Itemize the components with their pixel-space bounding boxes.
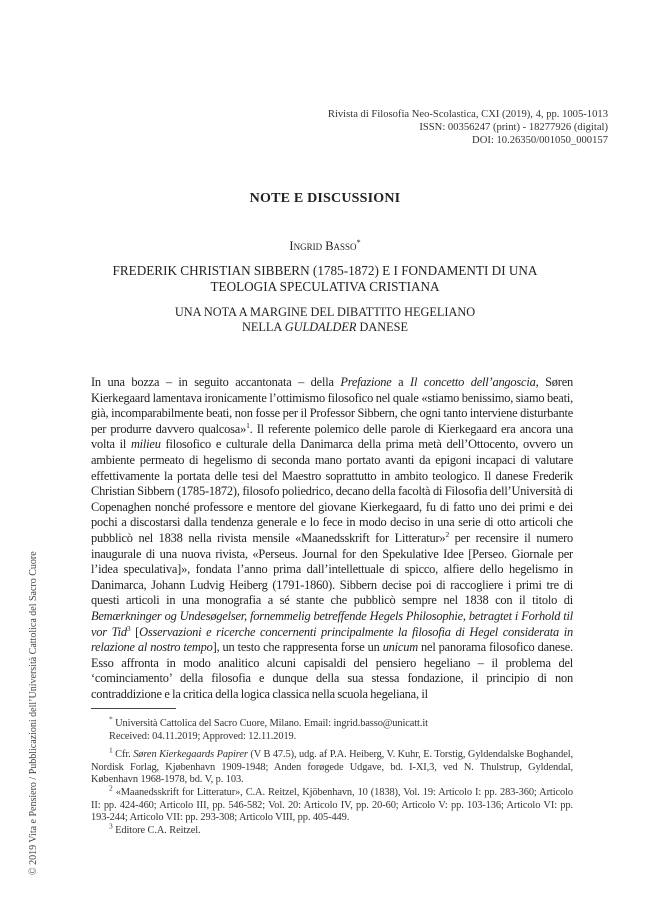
text-run: [: [130, 624, 140, 639]
footnotes: [91, 714, 573, 837]
italic-run: Osservazioni e ricerche concernenti principalmente la filosofia di Hegel considerata in relazione al nostro tempo: [91, 624, 573, 655]
subtitle-text: DANESE: [356, 320, 408, 334]
journal-masthead: [228, 108, 608, 147]
text-run: filosofico e culturale della Danimarca della prima metà dell’Ottocento, ovvero un ambiente permeato di hegelismo di seconda mano portato avanti da epigoni incapaci di valutare effettivamente la portata delle tesi del Maestro soprattutto in ambito teologico. Il danese Frederik Christian Sibbern (1785-1872), filosofo poliedrico, decano della facoltà di Filosofia dell’Università di Copenaghen nonché professore e mentore del giovane Kierkegaard, fu di fatto uno dei primi e dei pochi a discostarsi dalla tendenza generale e lo fece in modo deciso in una serie di otto articoli che pubblicò nel 1838 nella rivista mensile «Maanedsskrift for Litteratur»: [91, 437, 573, 545]
footnote-2: [91, 783, 573, 825]
section-title: NOTE E DISCUSSIONI: [249, 191, 401, 206]
text-run: nel panorama filosofico danese. Esso affronta in modo analitico alcuni capisaldi del pensiero hegeliano – il problema del ‘cominciamento’ della filosofia e dunque della sua stessa fondazione, il principio di non contraddizione e la critica della logica classica nella scuola hegeliana, il: [91, 640, 573, 701]
footnote-marker: 1: [109, 745, 113, 755]
footnote-ref-1: 1: [246, 420, 250, 430]
footnote-italic: Søren Kierkegaards Papirer: [133, 749, 248, 761]
italic-run: Prefazione: [340, 375, 392, 389]
doi: DOI: 10.26350/001050_000157: [472, 135, 608, 146]
article-subtitle: [100, 305, 550, 335]
body-paragraph: [91, 375, 573, 702]
subtitle-italic: GULDALDER: [284, 320, 357, 334]
journal-citation: Rivista di Filosofia Neo-Scolastica, CXI (2019), 4, pp. 1005-1013: [327, 109, 608, 120]
footnote-text: (V B 47.5), udg. af P.A. Heiberg, V. Kuhr, E. Torstig, Gyldendalske Boghandel, Nordisk Forlag, Kjøbenhavn 1909-1948; Anden forøgede Udgave, bd. I-XI,3, ved N. Thulstrup, Gyldendal, København 1968-1978, bd. V, p. 103.: [91, 749, 573, 786]
text-run: , Søren Kierkegaard lamentava ironicamente l’ottimismo filosofico nel quale «stiamo benissimo, siamo beati, già, incomparabilmente beati, non fosse per il Professor Sibbern, che ogni tanto interviene disturbante per produrre davvero qualcosa»: [91, 375, 573, 436]
footnote-ref-2: 2: [445, 529, 449, 539]
text-run: a: [391, 375, 411, 389]
footnote-dates: Received: 04.11.2019; Approved: 12.11.2019.: [109, 730, 297, 742]
italic-run: Bemærkninger og Undesøgelser, fornemmelig betreffende Hegels Philosophie, betragtet i Forhold til vor Tid: [91, 608, 573, 639]
text-run: per recensire il numero inaugurale di una nuova rivista, «Perseus. Journal for den Spekulative Idee [Perseo. Giornale per l’idea speculativa]», fondata l’anno prima dall’intellettuale di spicco, alfiere dello hegelismo in Danimarca, Johann Ludvig Heiberg (1791-1860). Sibbern decise poi di raccogliere i primi tre di questi articoli in una monografia a sé stante che pubblicò sempre nel 1838 con il titolo di: [91, 530, 573, 608]
italic-run: milieu: [130, 437, 161, 452]
subtitle-line-1: UNA NOTA A MARGINE DEL DIBATTITO HEGELIANO: [174, 305, 476, 319]
copyright-sidebar: © 2019 Vita e Pensiero / Pubblicazioni dell’Università Cattolica del Sacro Cuore: [28, 551, 39, 875]
footnote-1: [91, 745, 573, 787]
footnote-marker: *: [109, 714, 113, 724]
footnote-marker: 2: [109, 783, 113, 793]
italic-run: unicum: [382, 640, 418, 655]
text-run: In una bozza – in seguito accantonata – della: [91, 375, 341, 389]
footnote-divider: [91, 708, 176, 709]
author-line: [0, 239, 650, 254]
footnote-3: [91, 821, 573, 838]
footnote-text: Editore C.A. Reitzel.: [112, 824, 201, 836]
text-run: ], un testo che rappresenta forse un: [212, 640, 383, 655]
footnote-marker: 3: [109, 821, 113, 831]
footnote-ref-3: 3: [126, 623, 131, 633]
footnote-text: «Maanedsskrift for Litteratur», C.A. Reitzel, Kjöbenhavn, 10 (1838), Vol. 19: Articolo I: pp. 283-360; Articolo II: pp. 424-460; Articolo III, pp. 546-582; Vol. 20: Articolo IV, pp. 20-60; Articolo V: pp. 103-136; Articolo VI: pp. 193-244; Articolo VII: pp. 293-308; Articolo VIII, pp. 405-449.: [91, 786, 573, 824]
author-name: Ingrid Basso: [289, 239, 357, 253]
author-footnote-marker: *: [356, 237, 361, 247]
footnote-affiliation: [91, 714, 573, 731]
subtitle-line-2: [100, 320, 550, 335]
subtitle-text: NELLA: [241, 320, 285, 334]
footnote-text: Università Cattolica del Sacro Cuore, Milano. Email: ingrid.basso@unicatt.it: [112, 718, 428, 729]
issn: ISSN: 00356247 (print) - 18277926 (digital): [419, 122, 608, 133]
article-title: FREDERIK CHRISTIAN SIBBERN (1785-1872) E I FONDAMENTI DI UNA TEOLOGIA SPECULATIVA CRISTIANA: [112, 263, 538, 294]
footnote-text: Cfr.: [112, 749, 134, 761]
italic-run: Il concetto dell’angoscia: [410, 375, 536, 389]
text-run: . Il referente polemico delle parole di Kierkegaard era ancora una volta il: [91, 421, 574, 452]
